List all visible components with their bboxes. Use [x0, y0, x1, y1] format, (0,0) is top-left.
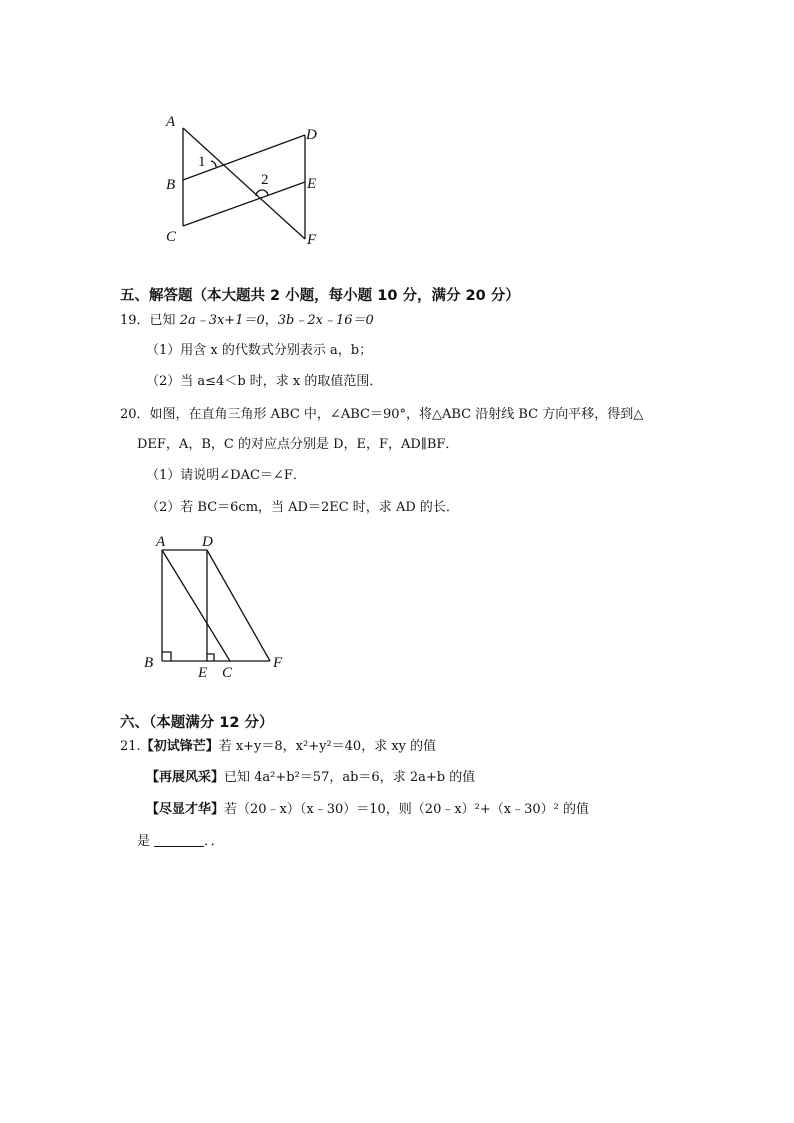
question-19-part-2: （2）当 a≤4＜b 时，求 x 的取值范围． — [146, 374, 383, 389]
question-20-line-1: 20．如图，在直角三角形 ABC 中，∠ABC＝90°，将△ABC 沿射线 BC 方向平移，得到△ — [120, 407, 644, 422]
angle-1-label: 1 — [198, 154, 206, 170]
question-21-part-2 — [146, 770, 475, 786]
point-a-label: A — [166, 114, 176, 130]
point-d-label: D — [202, 534, 213, 550]
q21-text-3: 若（20﹣x）（x﹣30）＝10，则（20﹣x）²+（x﹣30）² 的值 — [224, 802, 589, 817]
point-f-label: F — [273, 655, 283, 671]
question-19-part-1: （1）用含 x 的代数式分别表示 a，b； — [146, 343, 373, 358]
right-angle-e — [207, 654, 214, 661]
angle-2-arc — [256, 190, 268, 196]
point-e-label: E — [307, 176, 317, 192]
q21-answer-suffix: ．． — [204, 834, 224, 849]
point-b-label: B — [144, 655, 154, 671]
section-6-title: 六、（本题满分 12 分） — [120, 715, 274, 731]
q21-tag-3: 【尽显才华】 — [146, 802, 225, 817]
segment-ac — [162, 550, 230, 661]
line-af — [183, 128, 305, 239]
question-20-part-2: （2）若 BC＝6cm，当 AD＝2EC 时，求 AD 的长． — [146, 500, 459, 515]
q19-eq2: 3b﹣2x﹣16＝0 — [277, 313, 374, 328]
right-angle-b — [162, 652, 171, 661]
question-21-part-3 — [146, 802, 589, 818]
point-f-label: F — [307, 232, 317, 248]
answer-blank[interactable] — [154, 834, 204, 847]
question-21-part-1 — [120, 739, 436, 755]
segment-df — [207, 550, 270, 661]
q21-tag-2: 【再展风采】 — [146, 770, 225, 785]
angle-1-arc — [211, 161, 216, 167]
line-ce — [183, 182, 305, 226]
point-c-label: C — [166, 229, 177, 245]
point-d-label: D — [306, 127, 317, 143]
point-e-label: E — [198, 665, 208, 681]
q19-sep: ， — [264, 313, 278, 328]
parallel-lines-figure — [160, 108, 340, 258]
point-b-label: B — [166, 177, 176, 193]
q19-eq1: 2a﹣3x+1＝0 — [179, 313, 265, 328]
question-19-stem — [120, 313, 374, 329]
question-21-answer-line — [137, 834, 224, 850]
q19-prefix: 19．已知 — [120, 313, 180, 328]
q21-number: 21. — [120, 739, 141, 754]
q21-text-1: 若 x+y＝8，x²+y²＝40，求 xy 的值 — [218, 739, 437, 754]
q21-answer-prefix: 是 — [137, 834, 151, 849]
section-5-title: 五、解答题（本大题共 2 小题，每小题 10 分，满分 20 分） — [120, 288, 520, 304]
question-20-part-1: （1）请说明∠DAC＝∠F． — [146, 468, 306, 483]
angle-2-label: 2 — [261, 172, 269, 188]
point-a-label: A — [156, 534, 166, 550]
triangle-translation-figure — [140, 530, 300, 685]
q21-tag-1: 【初试锋芒】 — [140, 739, 219, 754]
point-c-label: C — [222, 665, 233, 681]
q21-text-2: 已知 4a²+b²＝57，ab＝6，求 2a+b 的值 — [224, 770, 476, 785]
question-20-line-2: DEF，A，B，C 的对应点分别是 D，E，F，AD∥BF． — [137, 437, 459, 452]
